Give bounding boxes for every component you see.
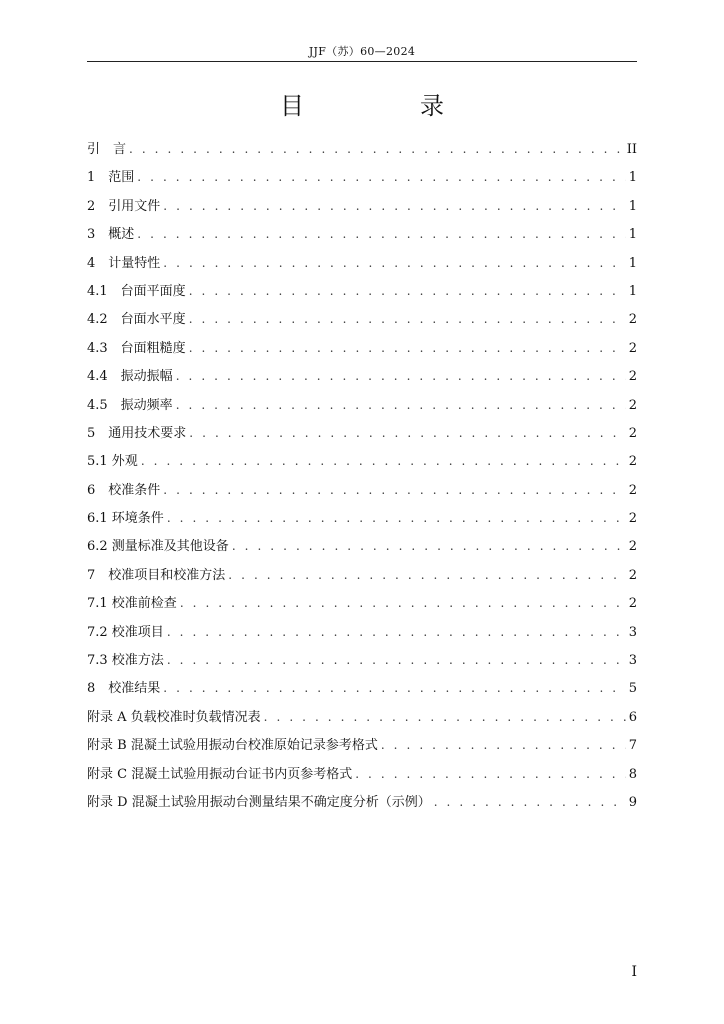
- toc-entry-label: 6.2 测量标准及其他设备: [87, 539, 229, 555]
- toc-dot-leader: [176, 395, 626, 415]
- toc-entry-page: 3: [628, 624, 637, 640]
- toc-dot-leader: [167, 508, 626, 528]
- table-of-contents: [87, 139, 637, 820]
- header-rule: [87, 61, 637, 62]
- toc-entry-page: 2: [628, 369, 637, 385]
- toc-dot-leader: [189, 423, 625, 443]
- toc-dot-leader: [163, 253, 625, 273]
- toc-entry-label: 8 校准结果: [87, 681, 161, 697]
- toc-dot-leader: [434, 792, 626, 812]
- toc-dot-leader: [167, 650, 626, 670]
- toc-dot-leader: [189, 309, 626, 329]
- toc-entry-page: 2: [628, 312, 637, 328]
- toc-entry-label: 6 校准条件: [87, 482, 161, 498]
- toc-dot-leader: [163, 196, 625, 216]
- toc-entry-label: 4 计量特性: [87, 255, 161, 271]
- toc-entry-appendix-d[interactable]: [87, 792, 637, 820]
- toc-entry-appendix-c[interactable]: [87, 764, 637, 792]
- toc-entry-label: 附录 C 混凝土试验用振动台证书内页参考格式: [87, 766, 353, 782]
- toc-entry-label: 7 校准项目和校准方法: [87, 567, 226, 583]
- toc-entry-page: 2: [628, 425, 637, 441]
- toc-entry-label: 1 范围: [87, 170, 135, 186]
- toc-dot-leader: [129, 139, 624, 159]
- toc-dot-leader: [232, 536, 626, 556]
- toc-entry-label: 附录 A 负载校准时负载情况表: [87, 709, 261, 725]
- toc-entry-label: 7.3 校准方法: [87, 653, 164, 669]
- toc-entry-page: 9: [628, 794, 637, 810]
- toc-entry-page: 1: [628, 283, 637, 299]
- toc-entry-page: 6: [628, 709, 637, 725]
- toc-entry-page: 5: [628, 681, 637, 697]
- toc-dot-leader: [163, 678, 625, 698]
- toc-dot-leader: [264, 707, 626, 727]
- toc-entry-page: 7: [628, 738, 637, 754]
- toc-dot-leader: [167, 622, 626, 642]
- toc-entry-page: 2: [628, 340, 637, 356]
- toc-entry-4[interactable]: [87, 253, 637, 281]
- toc-entry-7-2[interactable]: [87, 622, 637, 650]
- toc-dot-leader: [381, 735, 626, 755]
- toc-entry-appendix-a[interactable]: [87, 707, 637, 735]
- toc-entry-label: 4.2 台面水平度: [87, 312, 186, 328]
- toc-entry-label: 5 通用技术要求: [87, 425, 187, 441]
- toc-dot-leader: [141, 451, 626, 471]
- toc-entry-page: 2: [628, 482, 637, 498]
- toc-entry-4-5[interactable]: [87, 395, 637, 423]
- toc-entry-7-1[interactable]: [87, 593, 637, 621]
- toc-entry-foreword[interactable]: [87, 139, 637, 167]
- toc-entry-page: 3: [628, 653, 637, 669]
- toc-dot-leader: [176, 366, 626, 386]
- toc-entry-page: 1: [628, 255, 637, 271]
- toc-entry-2[interactable]: [87, 196, 637, 224]
- toc-entry-label: 4.4 振动振幅: [87, 369, 173, 385]
- toc-entry-7-3[interactable]: [87, 650, 637, 678]
- toc-entry-page: 2: [628, 567, 637, 583]
- toc-dot-leader: [228, 565, 625, 585]
- toc-entry-4-2[interactable]: [87, 309, 637, 337]
- toc-entry-4-4[interactable]: [87, 366, 637, 394]
- toc-entry-label: 3 概述: [87, 227, 135, 243]
- toc-entry-label: 4.3 台面粗糙度: [87, 340, 186, 356]
- toc-entry-6-1[interactable]: [87, 508, 637, 536]
- toc-entry-label: 7.2 校准项目: [87, 624, 164, 640]
- toc-entry-5[interactable]: [87, 423, 637, 451]
- page-number: I: [631, 964, 637, 980]
- toc-entry-3[interactable]: [87, 224, 637, 252]
- toc-entry-1[interactable]: [87, 167, 637, 195]
- toc-entry-8[interactable]: [87, 678, 637, 706]
- toc-entry-page: II: [626, 142, 637, 157]
- toc-entry-4-1[interactable]: [87, 281, 637, 309]
- toc-entry-label: 7.1 校准前检查: [87, 596, 177, 612]
- toc-entry-label: 4.5 振动频率: [87, 397, 173, 413]
- toc-entry-4-3[interactable]: [87, 338, 637, 366]
- toc-entry-page: 2: [628, 596, 637, 612]
- page-title: 目 录: [280, 92, 490, 120]
- toc-entry-label: 附录 D 混凝土试验用振动台测量结果不确定度分析（示例）: [87, 794, 431, 810]
- toc-entry-label: 6.1 环境条件: [87, 511, 164, 527]
- toc-dot-leader: [355, 764, 626, 784]
- toc-entry-5-1[interactable]: [87, 451, 637, 479]
- toc-entry-page: 2: [628, 511, 637, 527]
- document-header: JJF（苏）60—2024: [308, 45, 416, 58]
- toc-entry-page: 2: [628, 454, 637, 470]
- toc-dot-leader: [163, 480, 625, 500]
- toc-dot-leader: [189, 281, 626, 301]
- toc-entry-page: 1: [628, 227, 637, 243]
- toc-entry-label: 附录 B 混凝土试验用振动台校准原始记录参考格式: [87, 738, 378, 754]
- toc-entry-6[interactable]: [87, 480, 637, 508]
- toc-dot-leader: [137, 224, 625, 244]
- toc-entry-page: 1: [628, 170, 637, 186]
- toc-entry-page: 2: [628, 539, 637, 555]
- toc-entry-label: 4.1 台面平面度: [87, 283, 186, 299]
- toc-entry-6-2[interactable]: [87, 536, 637, 564]
- toc-entry-appendix-b[interactable]: [87, 735, 637, 763]
- toc-dot-leader: [189, 338, 626, 358]
- toc-entry-page: 2: [628, 397, 637, 413]
- toc-entry-7[interactable]: [87, 565, 637, 593]
- toc-entry-page: 1: [628, 198, 637, 214]
- toc-dot-leader: [180, 593, 626, 613]
- toc-entry-label: 引 言: [87, 142, 127, 157]
- toc-entry-label: 2 引用文件: [87, 198, 161, 214]
- toc-entry-label: 5.1 外观: [87, 454, 138, 470]
- toc-entry-page: 8: [628, 766, 637, 782]
- toc-dot-leader: [137, 167, 625, 187]
